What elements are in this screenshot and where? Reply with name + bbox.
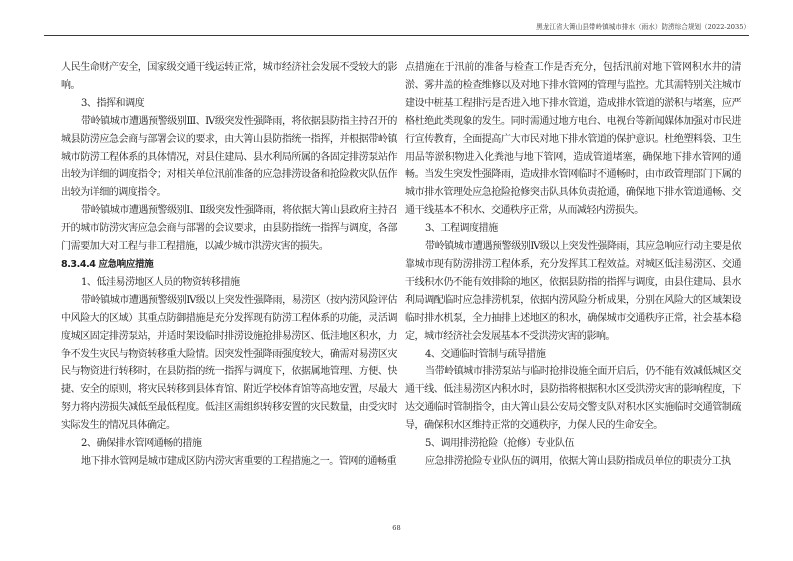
paragraph: 应急排涝抢险专业队伍的调用，依据大箐山县防指成员单位的职责分工执 bbox=[425, 455, 731, 467]
header-title: 黑龙江省大箐山县带岭镇城市排水（雨水）防涝综合规划（2022-2035） bbox=[536, 23, 750, 31]
section-heading: 8.3.4.4 应急响应措施 bbox=[61, 258, 154, 270]
page-number: 68 bbox=[392, 524, 401, 532]
subheading: 3、指挥和调度 bbox=[81, 97, 145, 109]
paragraph: 地下排水管网是城市建成区防内涝灾害重要的工程措施之一。管网的通畅重 bbox=[81, 455, 397, 467]
paragraph-continued: 人民生命财产安全，国家级交通干线运转正常，城市经济社会发展不受较大的影响。 bbox=[61, 62, 397, 91]
paragraph: 带岭镇城市遭遇预警级别Ⅰ、Ⅱ级突发性强降雨，将依据大箐山县政府主持召开的城市防涝灾害应急会商与部署的会议要求，由县防指统一指挥与调度，各部门需要加大对工程与非工程措施，以减少城市洪涝灾害的损失。 bbox=[61, 205, 397, 253]
subheading: 2、确保排水管网通畅的措施 bbox=[81, 438, 202, 450]
paragraph-continued: 点措施在于汛前的准备与检查工作是否充分，包括汛前对地下管网积水井的清淤、雾井盖的检查维修以及对地下排水管网的管理与监控。尤其需特别关注城市建设中桩基工程排污是否进入地下排水管道，造成排水管道的淤积与堵塞，应严格杜绝此类现象的发生。同时需通过地方电台、电视台等新闻媒体加强对市民进行宣传教育，全面提高广大市民对地下排水管道的保护意识。杜绝塑料袋、卫生用品等淤积物进入化粪池与地下管网，造成管道堵塞，确保地下排水管网的通畅。当发生突发性强降雨，造成排水管网临时不通畅时，由市政管理部门下属的城市排水管理处应急抢险抢修突击队具体负责抢通，确保地下排水管道通畅、交通干线基本不积水、交通秩序正常，从而减轻内涝损失。 bbox=[405, 62, 741, 217]
subheading: 1、低洼易涝地区人员的物资转移措施 bbox=[81, 276, 240, 288]
subheading: 4、交通临时管制与疏导措施 bbox=[425, 348, 546, 360]
paragraph: 带岭镇城市遭遇预警级别Ⅲ、Ⅳ级突发性强降雨，将依据县防指主持召开的城县防涝应急会商与部署会议的要求，由大箐山县防指统一指挥，并根据带岭镇城市防涝工程体系的具体情况，对县住建局、县水利局所属的各固定排涝泵站作出较为详细的调度指令；对相关单位汛前准备的应急排涝设备和抢险救灾队伍作出较为详细的调度指令。 bbox=[61, 115, 397, 199]
paragraph: 带岭镇城市遭遇预警级别Ⅳ级以上突发性强降雨，其应急响应行动主要是依靠城市现有防涝排涝工程体系，充分发挥其工程效益。对城区低洼易涝区、交通干线积水仍不能有效排除的地区，依据县防指的指挥与调度，由县住建局、县水利局调配临时应急排涝机泵，依据内涝风险分析成果，分别在风险大的区域架设临时排水机泵，全力抽排上述地区的积水，确保城市交通秩序正常，社会基本稳定，城市经济社会发展基本不受洪涝灾害的影响。 bbox=[405, 241, 741, 342]
subheading: 5、调用排涝抢险（抢修）专业队伍 bbox=[425, 438, 575, 450]
right-column bbox=[405, 59, 741, 471]
header-rule bbox=[44, 35, 749, 36]
paragraph: 带岭镇城市遭遇预警级别Ⅳ级以上突发性强降雨，易涝区（按内涝风险评估中风险大的区域）其重点防御措施是充分发挥现有防涝工程体系的功能，灵活调度城区固定排涝泵站，并适时架设临时排涝设施抢排易涝区、低洼地区积水，力争不发生灾民与物资转移重大险情。因突发性强降雨强度较大，确需对易涝区灾民与物资进行转移时，在县防指的统一指挥与调度下，依据属地管理、方便、快捷、安全的原则，将灾民转移到县体育馆、附近学校体育馆等高地安置，尽最大努力将内涝损失减低至最低程度。低洼区需组织转移安置的灾民数量，由受灾时实际发生的情况具体确定。 bbox=[61, 294, 397, 432]
subheading: 3、工程调度措施 bbox=[425, 223, 498, 235]
paragraph: 当带岭镇城市排涝泵站与临时抢排设施全面开启后，仍不能有效减低城区交通干线、低洼易涝区内积水时，县防指将根据积水区受洪涝灾害的影响程度，下达交通临时管制指令，由大箐山县公安局交警支队对积水区实施临时交通管制疏导，确保积水区维持正常的交通秩序，力保人民的生命安全。 bbox=[405, 366, 741, 432]
left-column bbox=[61, 59, 397, 471]
